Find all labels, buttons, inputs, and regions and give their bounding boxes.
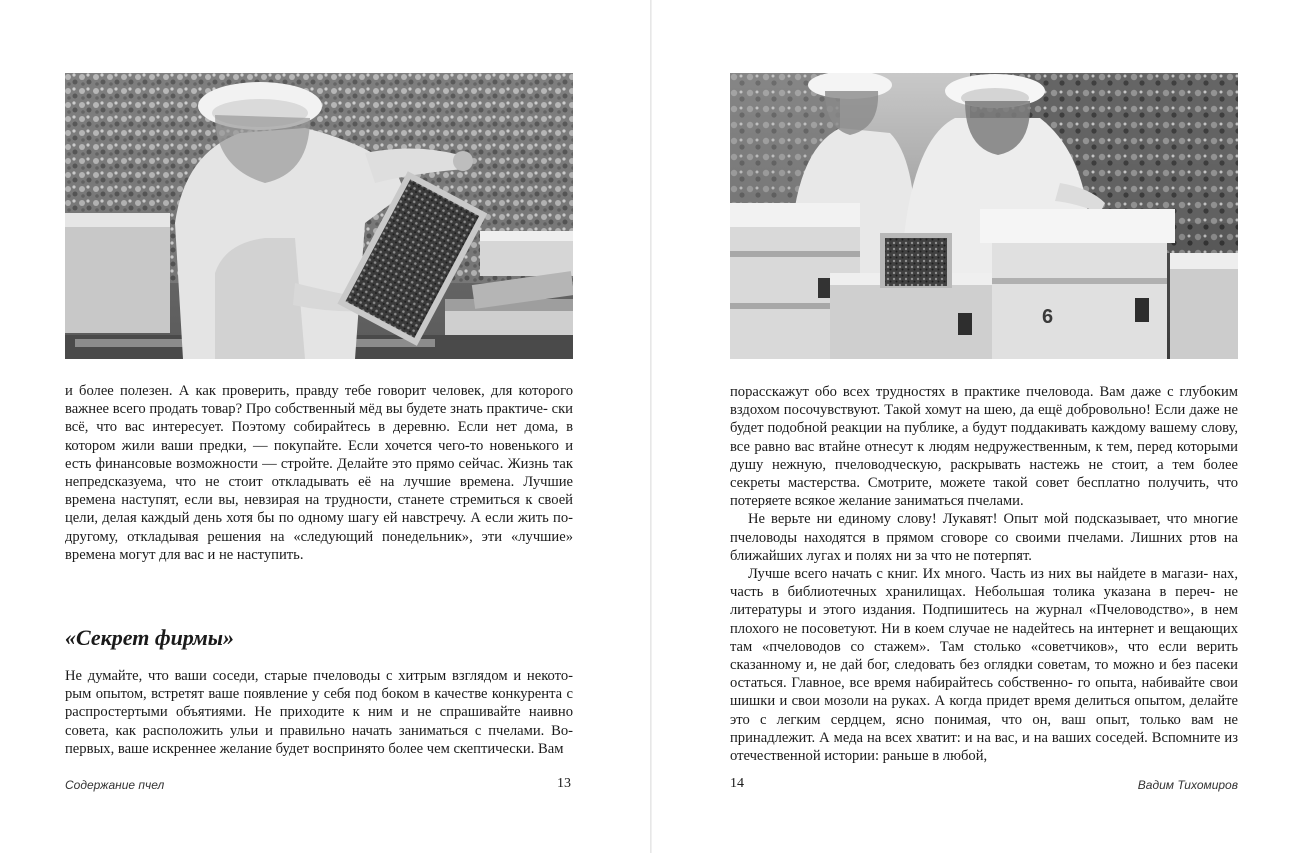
text-line: времена наступят, если вы, невзирая на трудности, станете стремиться к своей <box>65 492 573 509</box>
text-line: в нем плохого не посоветуют. Ни в коем случае не надейтесь на интернет <box>730 602 1238 637</box>
text-line: что потеряете всякое желание заниматься пчелами. <box>730 475 1238 510</box>
text-line: первых, ваше искреннее желание будет воспринято более чем скептически. Вам <box>65 740 564 757</box>
text-line: нах, часть в библиотечных хранилищах. Небольшая толика указана в переч- <box>730 566 1238 601</box>
text-line: слову, все равно вас втайне отнесут к людям недружественным, к тем, перед <box>730 420 1238 455</box>
text-line: вздохом посочувствуют. Такой хомут на шею, да ещё добровольно! Если даже <box>730 402 1220 419</box>
text-line: Лучше всего начать с книг. Их много. Часть из них вы найдете в магази- <box>748 566 1209 583</box>
text-line: он, ваш опыт, только вам не принадлежит. А меда на всех хватит: и на вас, <box>730 711 1238 746</box>
beekeeper-holding-frame-photo <box>65 73 573 359</box>
text-line: и есть финансовые возможности — стройте. Делайте это прямо сейчас. Жизнь <box>65 437 573 472</box>
text-line: важнее всего продать товар? Про собственный мёд вы будете знать практиче- <box>65 401 548 418</box>
section-heading: «Секрет фирмы» <box>65 625 235 650</box>
running-footer-title: Содержание пчел <box>65 778 165 792</box>
text-line: по-другому, откладывая решения на «следующий понедельник», эти «лучшие» <box>65 510 574 545</box>
text-line: и вещающих там «пчеловодов со стажем». Там столько «советчиков», что <box>730 620 1238 655</box>
text-line: цели, делая каждый день хотя бы по одному шагу ей навстречу. А если жить <box>65 510 549 527</box>
two-beekeepers-at-hives-photo <box>730 73 1238 359</box>
text-line: в котором жили ваши предки, — покупайте. Если хочется чего-то новенького <box>65 419 573 454</box>
text-line: если верить сказанному и, не дай бог, следовать без оглядки советам, то <box>730 638 1238 674</box>
running-footer-author: Вадим Тихомиров <box>1137 778 1238 792</box>
hive-number-label: 6 <box>1042 306 1054 328</box>
right-text <box>730 383 1238 765</box>
text-line: го опыта, набивайте свои шишки и свои мозоли на руках. А когда придет <box>730 675 1238 710</box>
text-line: ски всё, что вас интересует. Поэтому собирайтесь в деревню. Если нет дома, <box>65 401 573 436</box>
text-line: время делиться опытом, делайте это с легким сердцем, ясно понимая, что <box>730 693 1238 728</box>
text-line: ближайших лугах и полях ни за что не потерпят. <box>730 547 1032 564</box>
text-line: времена могут для вас и не наступить. <box>65 546 304 563</box>
left-top-text <box>65 382 573 564</box>
page-number: 14 <box>730 776 744 791</box>
text-line: можно и без пасеки остаться. Главное, все время набирайтесь собственно- <box>730 657 1238 692</box>
text-line: с распростертыми объятиями. Не приходите к ним и не спрашивайте наивно <box>65 686 573 721</box>
left-section-text <box>65 667 573 758</box>
text-line: совета, как расположить ульи и правильно начать заниматься с пчелами. Во- <box>65 722 573 739</box>
text-line: Не верьте ни единому слову! Лукавят! Опыт мой подсказывает, что многие <box>748 511 1238 528</box>
right-page <box>652 0 1300 853</box>
text-line: пчеловоды находятся в прямом сговоре со своими пчелами. Лишних ртов на <box>730 529 1238 546</box>
text-line: более секреты мастерства. Смотрите, можете такой совет бесплатно получить, <box>730 456 1238 492</box>
text-line: не будет подобной реакции на публике, а будут поддакивать каждому вашему <box>730 402 1238 437</box>
text-line: не литературы и этого издания. Подпишитесь на журнал «Пчеловодство», <box>730 584 1238 619</box>
text-line: которыми душу нежную, пчеловодческую, раскрывать настежь не стоит, а тем <box>730 438 1238 473</box>
text-line: и на ваших соседей. Вспомните из отечественной истории: раньше в любой, <box>730 729 1239 765</box>
text-line: порасскажут обо всех трудностях в практике пчеловода. Вам даже с глубоким <box>730 384 1238 400</box>
text-line: и более полезен. А как проверить, правду тебе говорит человек, для которого <box>65 383 573 399</box>
text-line: Не думайте, что ваши соседи, старые пчеловоды с хитрым взглядом и некото- <box>65 668 573 684</box>
page-number: 13 <box>557 776 571 791</box>
text-line: рым опытом, встретят ваше появление у себя под боком в качестве конкурента <box>65 686 563 703</box>
text-line: так непредсказуема, что не стоит откладывать её на лучшие времена. Лучшие <box>65 455 573 491</box>
